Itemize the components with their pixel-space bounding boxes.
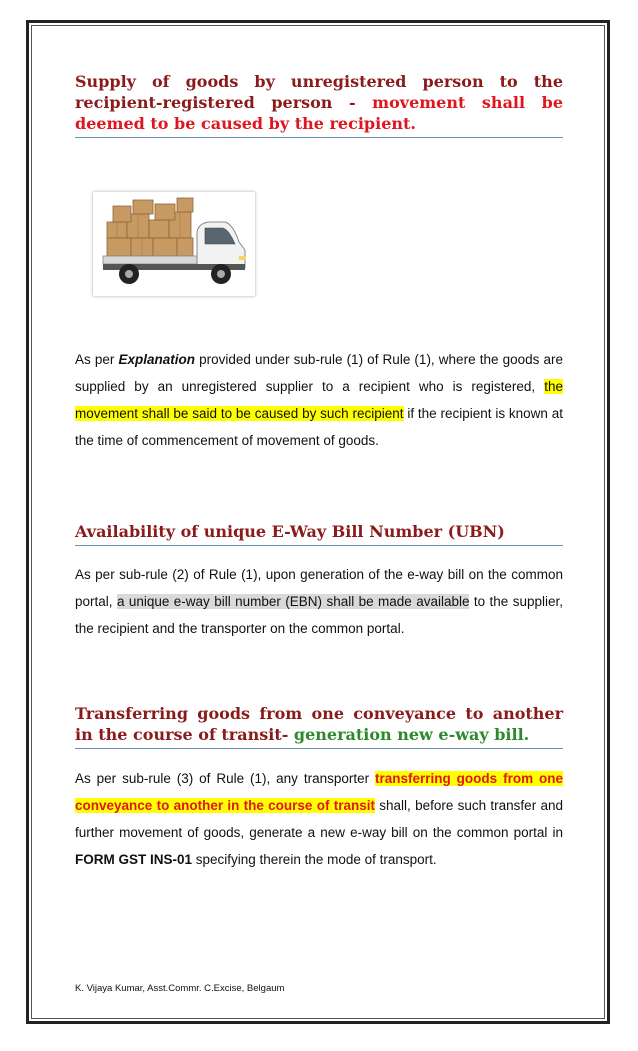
para2-highlight: a unique e-way bill number (EBN) shall be made available <box>116 594 470 609</box>
para1-text-5: if the recipient is known at the time of commencement of movement of goods. <box>75 406 563 448</box>
para1-explanation-word: Explanation <box>118 352 196 367</box>
heading-supply-unregistered <box>75 71 563 138</box>
heading-availability-ubn <box>75 521 563 546</box>
heading-transferring-goods <box>75 703 563 749</box>
para2-text-1: As per sub-rule (2) of Rule (1), upon generation of the e-way bill on the common portal, <box>75 567 563 609</box>
para3-text-1: As per sub-rule (3) of Rule (1), any transporter <box>75 771 376 786</box>
heading3-part-b: generation new e-way bill. <box>293 725 530 744</box>
heading-part-b: movement shall be deemed to be caused by the recipient. <box>75 93 563 133</box>
para2-text-3: to the supplier, the recipient and the transporter on the common portal. <box>75 594 563 636</box>
para1-text-3: provided under sub-rule (1) of Rule (1), where the goods are supplied by an unregistered supplier to a recipient who is registered, <box>75 352 563 394</box>
para3-highlight: transferring goods from one conveyance to another in the course of transit <box>75 771 563 813</box>
para1-highlight: the movement shall be said to be caused by such recipient <box>75 379 563 421</box>
heading-ubn-text: Availability of unique E-Way Bill Number (UBN) <box>75 522 505 541</box>
para3-text-3: shall, before such transfer and further movement of goods, generate a new e-way bill on the common portal in <box>75 798 563 840</box>
para1-text-1: As per <box>75 352 119 367</box>
paragraph-explanation <box>75 346 563 454</box>
delivery-truck-icon <box>93 192 255 296</box>
delivery-truck-image <box>93 192 255 296</box>
paragraph-transfer <box>75 765 563 873</box>
para3-text-5: specifying therein the mode of transport. <box>192 852 437 867</box>
heading-part-a: Supply of goods by unregistered person to the recipient-registered person - <box>75 72 563 112</box>
paragraph-ubn <box>75 561 563 642</box>
page-footer: K. Vijaya Kumar, Asst.Commr. C.Excise, Belgaum <box>75 983 285 994</box>
para3-form-name: FORM GST INS-01 <box>75 852 193 867</box>
heading3-part-a: Transferring goods from one conveyance to another in the course of transit- <box>75 704 563 744</box>
